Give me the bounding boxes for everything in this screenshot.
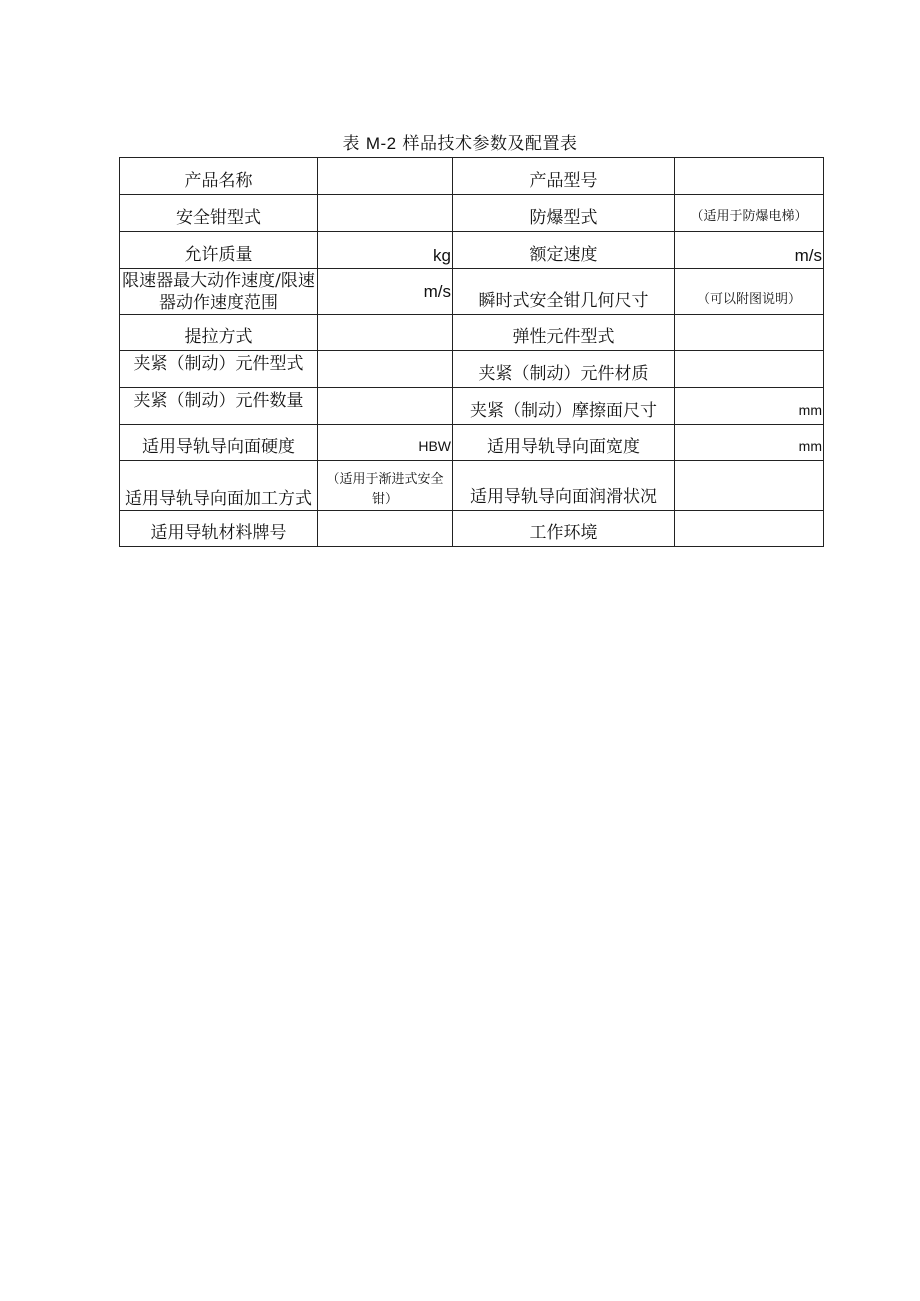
value-cell[interactable] [675, 425, 824, 461]
row-label: 夹紧（制动）元件型式 [133, 354, 304, 374]
row-label: 额定速度 [529, 245, 598, 265]
unit-label: mm [798, 402, 822, 418]
row-label: 安全钳型式 [176, 208, 261, 228]
table-row [120, 158, 824, 195]
label-cell [453, 195, 675, 232]
label-cell [453, 351, 675, 388]
table-row [120, 461, 824, 511]
label-cell [120, 461, 318, 511]
value-cell[interactable] [675, 232, 824, 269]
row-label: 限速器最大动作速度/限速器动作速度范围 [122, 271, 315, 313]
unit-label: m/s [423, 282, 451, 301]
row-label: 适用导轨导向面加工方式 [125, 489, 312, 509]
unit-label: kg [433, 246, 451, 265]
table-row [120, 232, 824, 269]
label-cell [120, 351, 318, 388]
row-label: 产品名称 [184, 171, 253, 191]
value-cell[interactable] [675, 511, 824, 547]
label-cell [453, 269, 675, 315]
value-cell[interactable] [318, 425, 453, 461]
label-cell [120, 269, 318, 315]
value-cell[interactable] [318, 158, 453, 195]
row-label: 适用导轨导向面润滑状况 [470, 487, 657, 507]
label-cell [453, 461, 675, 511]
row-label: 防爆型式 [529, 208, 598, 228]
value-cell[interactable] [318, 511, 453, 547]
value-cell[interactable] [675, 315, 824, 351]
row-label: 允许质量 [184, 245, 253, 265]
label-cell [453, 425, 675, 461]
value-cell[interactable] [318, 195, 453, 232]
row-label: 产品型号 [529, 171, 598, 191]
value-cell[interactable] [675, 158, 824, 195]
row-label: 弹性元件型式 [512, 327, 615, 347]
label-cell [453, 232, 675, 269]
spec-table [119, 157, 824, 547]
value-cell[interactable] [675, 388, 824, 425]
row-label: 适用导轨导向面硬度 [142, 437, 295, 457]
value-note: （适用于渐进式安全钳） [326, 472, 444, 507]
title-text: 样品技术参数及配置表 [402, 134, 578, 154]
row-label: 工作环境 [529, 523, 598, 543]
row-label: 夹紧（制动）摩擦面尺寸 [470, 401, 657, 421]
value-cell[interactable] [318, 351, 453, 388]
value-cell[interactable] [675, 195, 824, 232]
row-label: 瞬时式安全钳几何尺寸 [478, 291, 649, 311]
value-cell[interactable] [318, 388, 453, 425]
table-row [120, 315, 824, 351]
unit-label: mm [798, 438, 822, 454]
label-cell [453, 388, 675, 425]
label-cell [120, 158, 318, 195]
table-row [120, 195, 824, 232]
label-cell [120, 315, 318, 351]
row-label: 适用导轨材料牌号 [150, 523, 287, 543]
row-label: 夹紧（制动）元件材质 [478, 364, 649, 384]
value-note: （可以附图说明） [696, 292, 801, 307]
label-cell [120, 388, 318, 425]
title-prefix: 表 [342, 134, 360, 154]
table-row [120, 269, 824, 315]
value-cell[interactable] [318, 232, 453, 269]
label-cell [120, 425, 318, 461]
unit-label: HBW [418, 438, 451, 454]
label-cell [120, 232, 318, 269]
label-cell [453, 315, 675, 351]
row-label: 提拉方式 [184, 327, 253, 347]
label-cell [453, 158, 675, 195]
table-row [120, 425, 824, 461]
table-title [0, 133, 920, 155]
title-code: M-2 [365, 134, 397, 153]
row-label: 夹紧（制动）元件数量 [133, 391, 304, 411]
label-cell [453, 511, 675, 547]
table-row [120, 351, 824, 388]
value-cell[interactable] [318, 461, 453, 511]
value-cell[interactable] [318, 315, 453, 351]
unit-label: m/s [794, 246, 822, 265]
label-cell [120, 195, 318, 232]
row-label: 适用导轨导向面宽度 [487, 437, 640, 457]
value-cell[interactable] [675, 461, 824, 511]
label-cell [120, 511, 318, 547]
value-note: （适用于防爆电梯） [690, 209, 808, 224]
value-cell[interactable] [318, 269, 453, 315]
table-row [120, 511, 824, 547]
table-row [120, 388, 824, 425]
value-cell[interactable] [675, 351, 824, 388]
value-cell[interactable] [675, 269, 824, 315]
